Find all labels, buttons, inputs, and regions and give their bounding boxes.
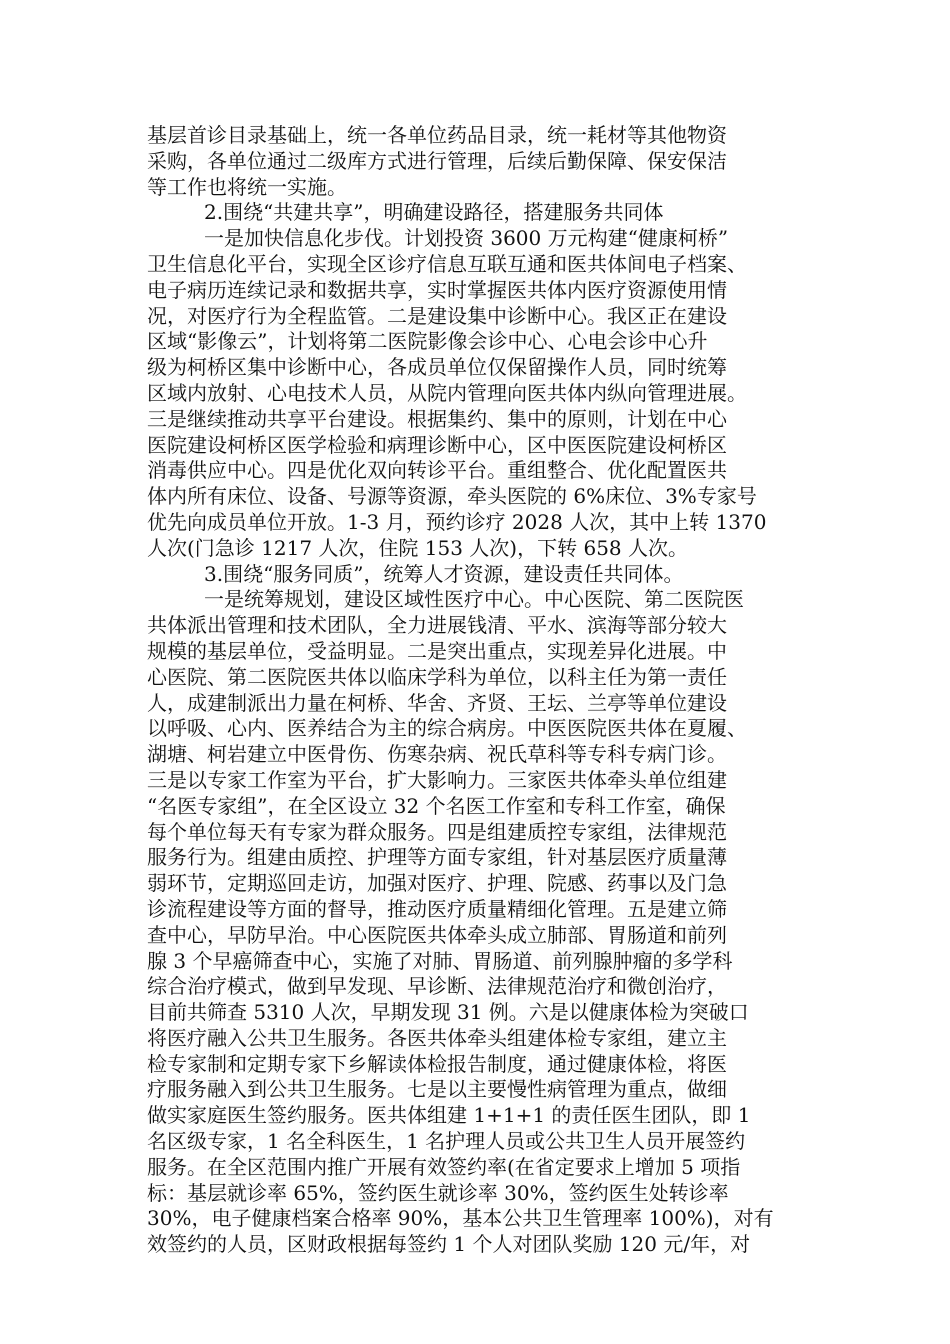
text-line: 效签约的人员，区财政根据每签约 1 个人对团队奖励 120 元/年，对 [147, 1232, 751, 1257]
text-line: 三是继续推动共享平台建设。根据集约、集中的原则，计划在中心 [147, 406, 727, 431]
text-line: 心医院、第二医院医共体以临床学科为单位，以科主任为第一责任 [147, 664, 727, 689]
text-line: 腺 3 个早癌筛查中心，实施了对肺、胃肠道、前列腺肿瘤的多学科 [147, 948, 733, 973]
text-line: 共体派出管理和技术团队，全力进展钱清、平水、滨海等部分较大 [147, 613, 727, 638]
text-line: 服务行为。组建由质控、护理等方面专家组，针对基层医疗质量薄 [147, 845, 727, 870]
text-line: 将医疗融入公共卫生服务。各医共体牵头组建体检专家组，建立主 [147, 1025, 727, 1050]
text-line: 三是以专家工作室为平台，扩大影响力。三家医共体牵头单位组建 [147, 767, 727, 792]
text-line: 人次(门急诊 1217 人次，住院 153 人次)，下转 658 人次。 [147, 535, 688, 560]
text-line: 服务。在全区范围内推广开展有效签约率(在省定要求上增加 5 项指 [147, 1154, 741, 1179]
text-line: 基层首诊目录基础上，统一各单位药品目录，统一耗材等其他物资 [147, 123, 727, 147]
text-line: 弱环节，定期巡回走访，加强对医疗、护理、院感、药事以及门急 [147, 871, 727, 896]
text-line: 体内所有床位、设备、号源等资源，牵头医院的 6%床位、3%专家号 [147, 484, 757, 509]
text-line: 医院建设柯桥区医学检验和病理诊断中心，区中医医院建设柯桥区 [147, 432, 727, 457]
text-line: 30%，电子健康档案合格率 90%，基本公共卫生管理率 100%)，对有 [147, 1206, 774, 1231]
text-line: 目前共筛查 5310 人次，早期发现 31 例。六是以健康体检为突破口 [147, 1000, 749, 1025]
text-line: 名区级专家，1 名全科医生，1 名护理人员或公共卫生人员开展签约 [147, 1129, 746, 1154]
text-line: 标：基层就诊率 65%，签约医生就诊率 30%，签约医生处转诊率 [147, 1180, 729, 1205]
text-line: 区域“影像云”，计划将第二医院影像会诊中心、心电会诊中心升 [147, 329, 708, 354]
section-heading: 2.围绕“共建共享”，明确建设路径，搭建服务共同体 [204, 200, 664, 225]
text-line: 做实家庭医生签约服务。医共体组建 1+1+1 的责任医生团队，即 1 [147, 1103, 751, 1128]
text-line: 电子病历连续记录和数据共享，实时掌握医共体内医疗资源使用情 [147, 277, 727, 302]
text-line: 采购，各单位通过二级库方式进行管理，后续后勤保障、保安保洁 [147, 148, 727, 173]
text-line: 诊流程建设等方面的督导，推动医疗质量精细化管理。五是建立筛 [147, 896, 727, 921]
text-line: 疗服务融入到公共卫生服务。七是以主要慢性病管理为重点，做细 [147, 1077, 727, 1102]
body-text [147, 123, 827, 1258]
text-line: 湖塘、柯岩建立中医骨伤、伤寒杂病、祝氏草科等专科专病门诊。 [147, 742, 727, 767]
text-line: 卫生信息化平台，实现全区诊疗信息互联互通和医共体间电子档案、 [147, 251, 747, 276]
text-line: 检专家制和定期专家下乡解读体检报告制度，通过健康体检，将医 [147, 1051, 727, 1076]
text-line: 优先向成员单位开放。1-3 月，预约诊疗 2028 人次，其中上转 1370 [147, 509, 767, 534]
text-line: 况，对医疗行为全程监管。二是建设集中诊断中心。我区正在建设 [147, 303, 727, 328]
text-line: 以呼吸、心内、医养结合为主的综合病房。中医医院医共体在夏履、 [147, 716, 747, 741]
text-line: 一是统筹规划，建设区域性医疗中心。中心医院、第二医院医 [204, 587, 744, 612]
text-line: 综合治疗模式，做到早发现、早诊断、法律规范治疗和微创治疗， [147, 974, 727, 999]
text-line: 区域内放射、心电技术人员，从院内管理向医共体内纵向管理进展。 [147, 380, 747, 405]
text-line: 等工作也将统一实施。 [147, 174, 347, 199]
text-line: 消毒供应中心。四是优化双向转诊平台。重组整合、优化配置医共 [147, 458, 727, 483]
text-line: 级为柯桥区集中诊断中心，各成员单位仅保留操作人员，同时统筹 [147, 355, 727, 380]
section-heading: 3.围绕“服务同质”，统筹人才资源，建设责任共同体。 [204, 561, 684, 586]
text-line: 规模的基层单位，受益明显。二是突出重点，实现差异化进展。中 [147, 638, 727, 663]
text-line: 每个单位每天有专家为群众服务。四是组建质控专家组，法律规范 [147, 819, 727, 844]
text-line: 查中心，早防早治。中心医院医共体牵头成立肺部、胃肠道和前列 [147, 922, 727, 947]
text-line: 人，成建制派出力量在柯桥、华舍、齐贤、王坛、兰亭等单位建设 [147, 690, 727, 715]
text-line: “名医专家组”，在全区设立 32 个名医工作室和专科工作室，确保 [147, 793, 726, 818]
text-line: 一是加快信息化步伐。计划投资 3600 万元构建“健康柯桥” [204, 226, 729, 251]
